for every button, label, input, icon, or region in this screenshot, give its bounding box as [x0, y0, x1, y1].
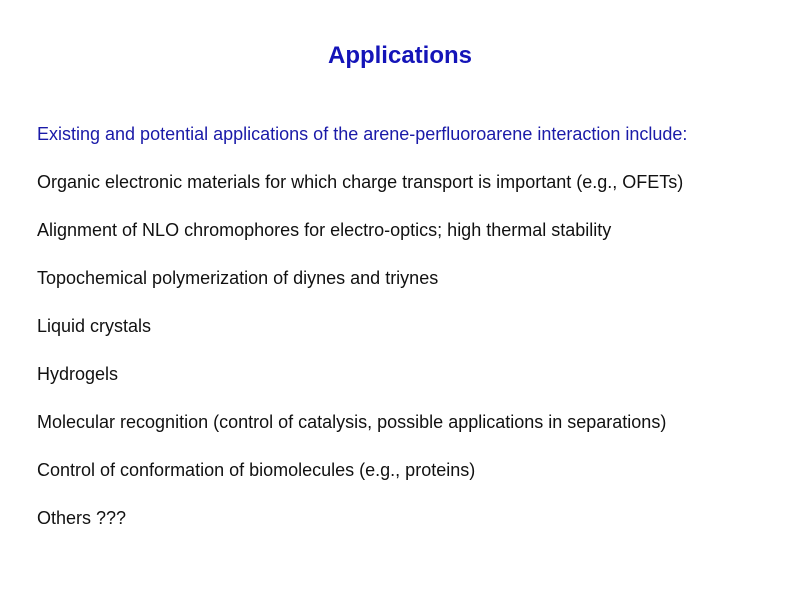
list-item: Topochemical polymerization of diynes and triynes — [37, 268, 439, 288]
application-list — [37, 170, 683, 554]
list-item: Organic electronic materials for which charge transport is important (e.g., OFETs) — [37, 172, 684, 192]
slide-title: Applications — [327, 42, 472, 69]
list-item: Others ??? — [37, 508, 127, 528]
slide-intro: Existing and potential applications of the arene-perfluoroarene interaction include: — [37, 124, 688, 144]
list-item: Molecular recognition (control of catalysis, possible applications in separations) — [37, 412, 667, 432]
list-item: Control of conformation of biomolecules (e.g., proteins) — [37, 460, 476, 480]
list-item: Liquid crystals — [37, 316, 152, 336]
list-item: Hydrogels — [37, 364, 119, 384]
list-item: Alignment of NLO chromophores for electro-optics; high thermal stability — [37, 220, 612, 240]
